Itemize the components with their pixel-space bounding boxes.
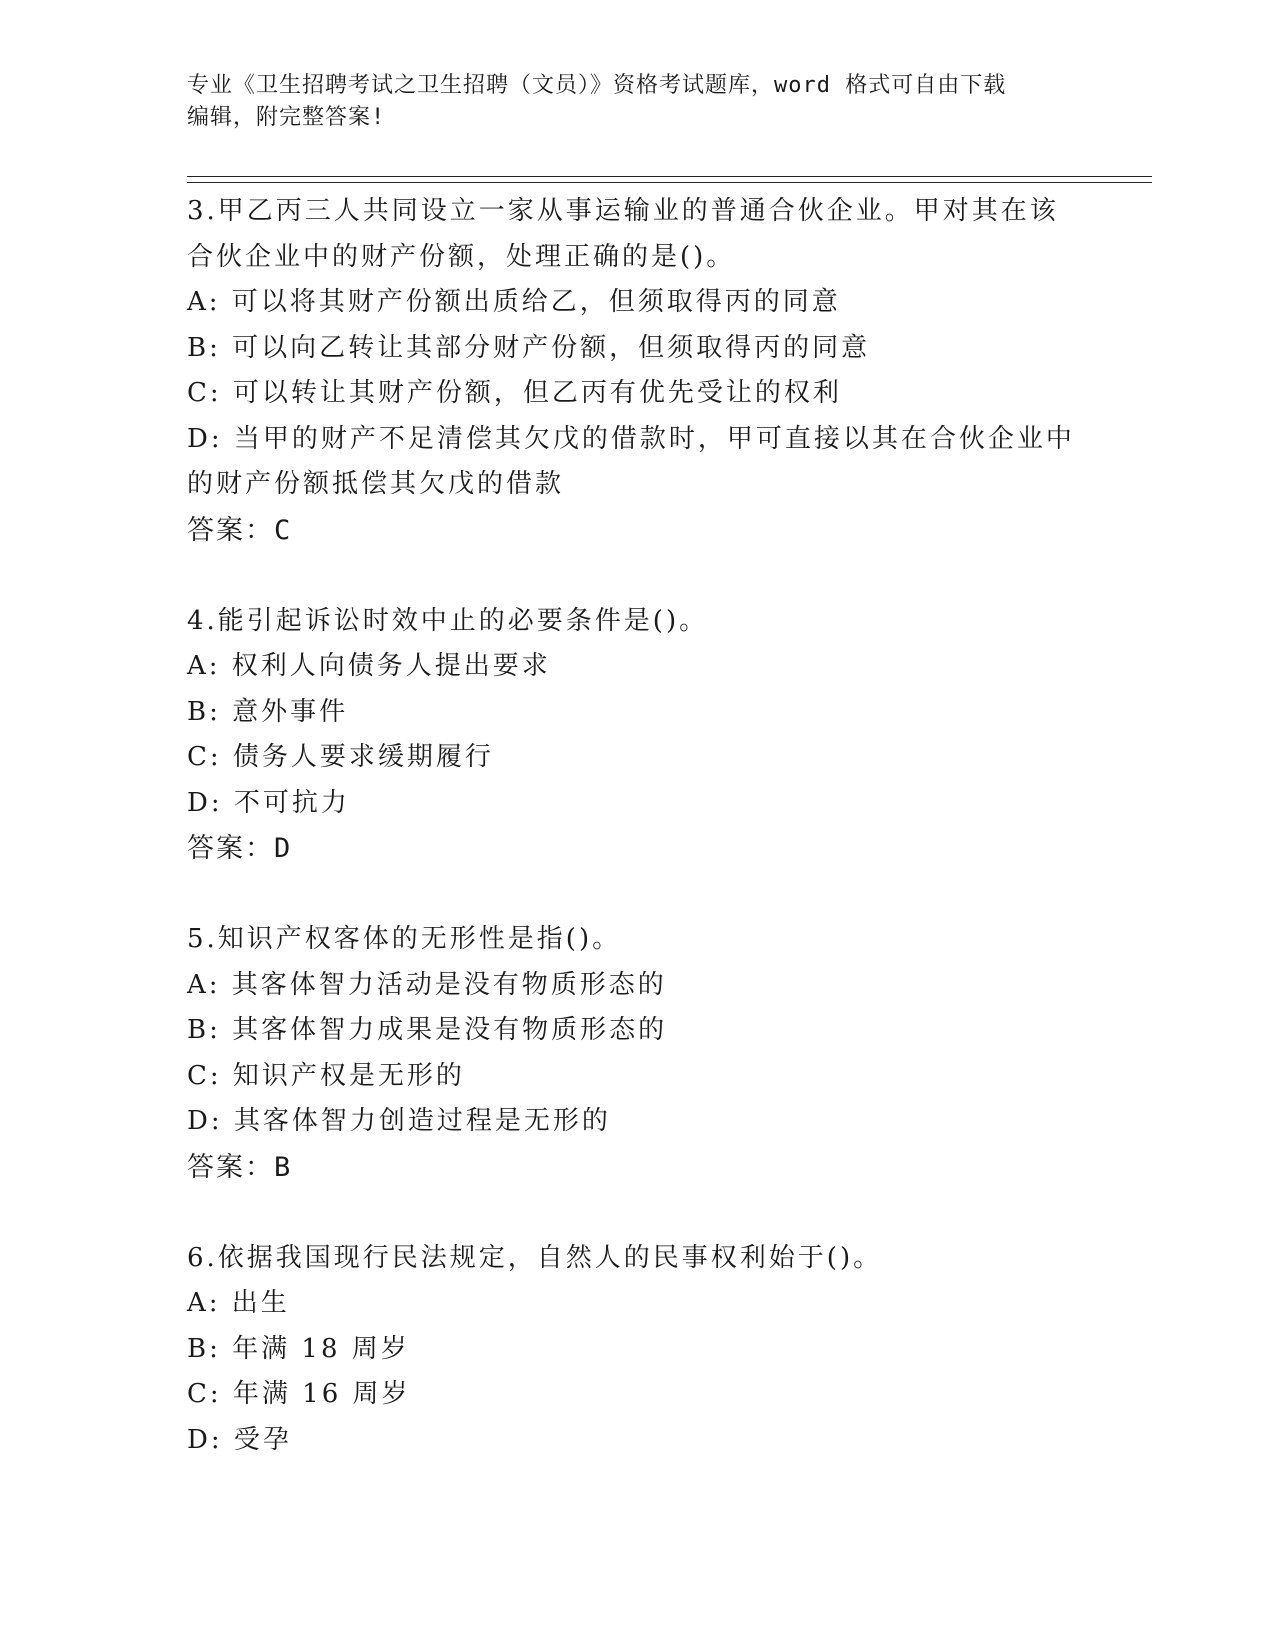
option-a: A: 其客体智力活动是没有物质形态的 [187,969,667,1000]
option-d: D: 受孕 [187,1424,292,1455]
question-6 [187,1236,1087,1464]
option-c: C: 知识产权是无形的 [187,1060,465,1091]
option-a: A: 出生 [187,1288,290,1318]
option-b: B: 年满 18 周岁 [187,1333,410,1364]
question-stem: 6.依据我国现行民法规定，自然人的民事权利始于()。 [187,1242,883,1273]
answer-label: 答案： [187,1151,274,1183]
spacer [187,872,1087,917]
option-c: C: 年满 16 周岁 [187,1379,411,1409]
question-4 [187,599,1087,873]
answer [187,1145,1087,1191]
answer [187,826,1087,872]
answer-value: B [274,1151,293,1183]
option-c: C: 可以转让其财产份额，但乙丙有优先受让的权利 [187,378,842,408]
header-line-1: 专业《卫生招聘考试之卫生招聘（文员）》资格考试题库，word 格式可自由下载 [187,73,1007,98]
option-d-continued: 的财产份额抵偿其欠戊的借款 [187,469,565,499]
question-5 [187,917,1087,1191]
option-b: B: 可以向乙转让其部分财产份额，但须取得丙的同意 [187,332,871,363]
question-stem: 合伙企业中的财产份额，处理正确的是()。 [187,241,736,272]
option-d: D: 不可抗力 [187,787,350,818]
answer-label: 答案： [187,833,274,864]
option-c: C: 债务人要求缓期履行 [187,742,494,772]
spacer [187,554,1087,599]
option-b: B: 其客体智力成果是没有物质形态的 [187,1015,668,1045]
option-d: D: 其客体智力创造过程是无形的 [187,1106,611,1136]
header-line-2: 编辑，附完整答案! [187,105,386,130]
question-stem: 5.知识产权客体的无形性是指()。 [187,924,622,954]
header-divider-bottom [187,182,1152,183]
question-stem: 3.甲乙丙三人共同设立一家从事运输业的普通合伙企业。甲对其在该 [187,196,1059,226]
question-list [187,189,1087,1463]
spacer [187,1191,1087,1236]
question-stem: 4.能引起诉讼时效中止的必要条件是()。 [187,605,709,636]
option-b: B: 意外事件 [187,696,349,727]
option-d: D: 当甲的财产不足清偿其欠戊的借款时，甲可直接以其在合伙企业中 [187,423,1075,454]
option-a: A: 可以将其财产份额出质给乙，但须取得丙的同意 [187,287,841,317]
document-header [187,70,1087,134]
answer-value: C [274,514,293,546]
answer [187,508,1087,554]
header-divider-top [187,176,1152,177]
answer-value: D [274,833,293,864]
answer-label: 答案： [187,514,274,546]
question-3 [187,189,1087,554]
option-a: A: 权利人向债务人提出要求 [187,651,551,681]
